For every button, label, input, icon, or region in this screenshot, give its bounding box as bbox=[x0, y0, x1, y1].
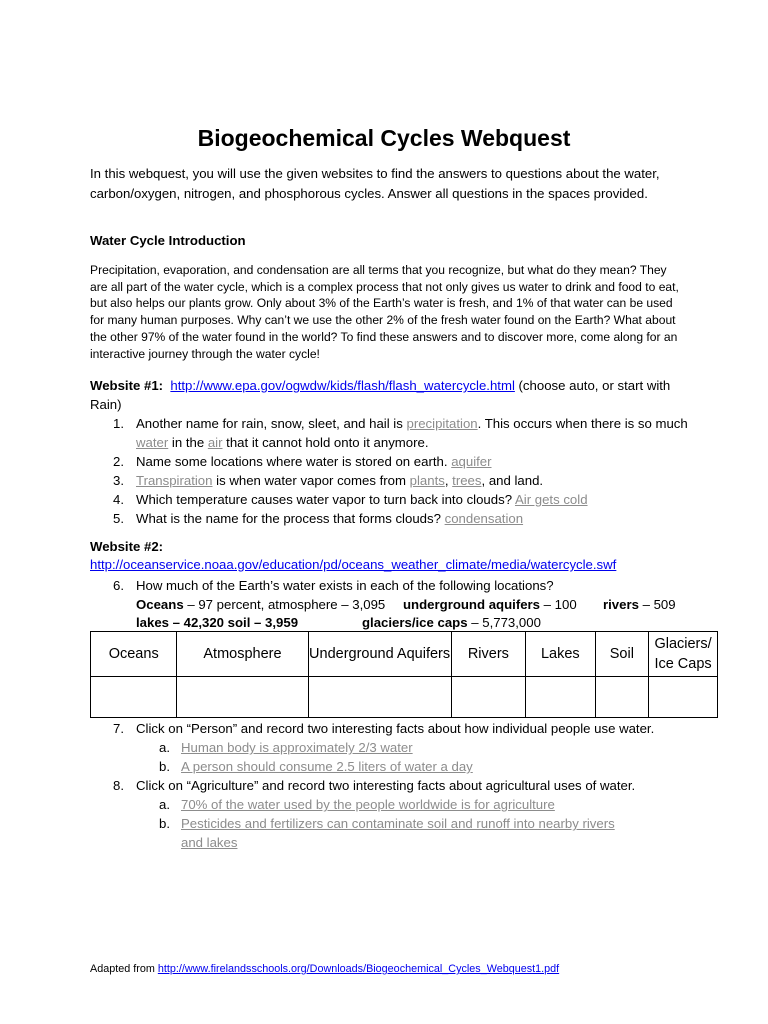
answer-letter: b. bbox=[159, 816, 170, 831]
question-2 bbox=[90, 452, 690, 471]
location-label: rivers bbox=[603, 597, 639, 612]
question-text: Name some locations where water is stored on earth. bbox=[136, 454, 452, 469]
question-number: 2. bbox=[113, 454, 124, 469]
question-8 bbox=[90, 776, 670, 852]
footer-link[interactable]: http://www.firelandsschools.org/Downloads/Biogeochemical_Cycles_Webquest1.pdf bbox=[157, 963, 560, 975]
answer-list bbox=[136, 738, 670, 776]
website1-questions bbox=[90, 414, 690, 528]
answer: Air gets cold bbox=[514, 492, 588, 507]
table-answer-cell[interactable] bbox=[451, 677, 525, 718]
answer: precipitation bbox=[406, 416, 478, 431]
answer-letter: b. bbox=[159, 759, 170, 774]
answer-list bbox=[136, 795, 670, 852]
oceans-value bbox=[136, 597, 385, 612]
question-text: Which temperature causes water vapor to turn back into clouds? bbox=[136, 492, 515, 507]
location-value: – 509 bbox=[638, 597, 676, 612]
question-text: . This occurs when there is so much bbox=[477, 416, 688, 431]
answer: Transpiration bbox=[136, 473, 213, 488]
question-text: that it cannot hold onto it anymore. bbox=[222, 435, 429, 450]
table-header-cell: Atmosphere bbox=[177, 632, 308, 677]
answer-letter: a. bbox=[159, 740, 170, 755]
question-text: , and land. bbox=[481, 473, 544, 488]
footer-label: Adapted from bbox=[90, 963, 158, 975]
question-text: What is the name for the process that forms clouds? bbox=[136, 511, 445, 526]
answer: plants bbox=[409, 473, 445, 488]
table-header-cell: Underground Aquifers bbox=[308, 632, 451, 677]
table-header-row bbox=[91, 632, 718, 677]
question-text: , bbox=[444, 473, 453, 488]
question-text: is when water vapor comes from bbox=[212, 473, 410, 488]
website1-label: Website #1: bbox=[90, 378, 164, 393]
question-7 bbox=[90, 719, 670, 776]
table-header-cell: Lakes bbox=[526, 632, 596, 677]
rivers-value bbox=[603, 597, 676, 612]
answer-item bbox=[136, 795, 670, 814]
location-label: underground aquifers bbox=[403, 597, 541, 612]
page-title: Biogeochemical Cycles Webquest bbox=[197, 125, 571, 151]
table-header-cell: Glaciers/ Ice Caps bbox=[649, 632, 718, 677]
question-number: 6. bbox=[113, 578, 124, 593]
location-label: Oceans bbox=[136, 597, 184, 612]
table-answer-cell[interactable] bbox=[91, 677, 177, 718]
answer: A person should consume 2.5 liters of water a day bbox=[181, 759, 473, 774]
question-5 bbox=[90, 509, 690, 528]
lakes-soil-value bbox=[136, 615, 298, 630]
answer-item bbox=[136, 757, 670, 776]
question-text: Click on “Agriculture” and record two interesting facts about agricultural uses of water. bbox=[136, 778, 636, 793]
question-number: 1. bbox=[113, 416, 124, 431]
question-3 bbox=[90, 471, 690, 490]
answer-letter: a. bbox=[159, 797, 170, 812]
aquifers-value bbox=[403, 597, 577, 612]
website1-line bbox=[90, 376, 690, 414]
answer-item bbox=[136, 738, 670, 757]
question-number: 3. bbox=[113, 473, 124, 488]
website1-link[interactable]: http://www.epa.gov/ogwdw/kids/flash/flash_watercycle.html bbox=[170, 378, 515, 393]
question-number: 5. bbox=[113, 511, 124, 526]
question-number: 4. bbox=[113, 492, 124, 507]
water-locations-table bbox=[90, 631, 718, 718]
answer: air bbox=[207, 435, 223, 450]
question-text: Click on “Person” and record two interesting facts about how individual people use water. bbox=[136, 721, 655, 736]
website2-label: Website #2: bbox=[90, 539, 164, 554]
answer: Pesticides and fertilizers can contaminate soil and runoff into nearby rivers and lakes bbox=[181, 816, 615, 850]
table-answer-cell[interactable] bbox=[308, 677, 451, 718]
table-answer-cell[interactable] bbox=[595, 677, 649, 718]
footer-attribution bbox=[90, 963, 559, 975]
question-number: 8. bbox=[113, 778, 124, 793]
answer: 70% of the water used by the people worldwide is for agriculture bbox=[181, 797, 555, 812]
answer-item bbox=[136, 814, 670, 852]
water-cycle-paragraph: Precipitation, evaporation, and condensation are all terms that you recognize, but what do they mean? They are all part of the water cycle, which is a complex process that not only gives us water to drink and food to eat, but also helps our plants grow. Only about 3% of the Earth’s water is fresh, and 1% of that water can be used for many human purposes. Why can’t we use the other 2% of the fresh water found on the Earth? What about the other 97% of the water found in the world? To find these answers and to discover more, come along for an interactive journey through the water cycle! bbox=[90, 263, 679, 361]
website2-link[interactable]: http://oceanservice.noaa.gov/education/pd/oceans_weather_climate/media/watercycle.swf bbox=[90, 557, 617, 572]
table-answer-cell[interactable] bbox=[177, 677, 308, 718]
website2-questions bbox=[90, 719, 670, 852]
location-label: glaciers/ice caps bbox=[362, 615, 468, 630]
table-answer-cell[interactable] bbox=[526, 677, 596, 718]
question-number: 7. bbox=[113, 721, 124, 736]
water-cycle-heading: Water Cycle Introduction bbox=[90, 233, 246, 248]
table-answer-cell[interactable] bbox=[649, 677, 718, 718]
question-4 bbox=[90, 490, 690, 509]
location-value: – 5,773,000 bbox=[467, 615, 541, 630]
intro-paragraph: In this webquest, you will use the given websites to find the answers to questions about the water, carbon/oxygen, nitrogen, and phosphorous cycles. Answer all questions in the spaces provided. bbox=[90, 166, 660, 201]
answer: Human body is approximately 2/3 water bbox=[181, 740, 413, 755]
question-1 bbox=[90, 414, 690, 452]
question-text: How much of the Earth’s water exists in each of the following locations? bbox=[136, 578, 554, 593]
question-text: Another name for rain, snow, sleet, and hail is bbox=[136, 416, 407, 431]
question-text: in the bbox=[168, 435, 208, 450]
website1-note: (choose auto, or start with Rain) bbox=[90, 378, 671, 412]
table-header-cell: Rivers bbox=[451, 632, 525, 677]
answer: condensation bbox=[444, 511, 524, 526]
answer: trees bbox=[452, 473, 482, 488]
table-header-cell: Oceans bbox=[91, 632, 177, 677]
glaciers-value bbox=[362, 615, 541, 630]
location-value: lakes – 42,320 soil – 3,959 bbox=[136, 615, 299, 630]
answer: aquifer bbox=[451, 454, 492, 469]
answer: water bbox=[136, 435, 169, 450]
table-header-cell: Soil bbox=[595, 632, 649, 677]
table-answer-row bbox=[91, 677, 718, 718]
location-value: – 97 percent, atmosphere – 3,095 bbox=[183, 597, 386, 612]
location-value: – 100 bbox=[540, 597, 577, 612]
